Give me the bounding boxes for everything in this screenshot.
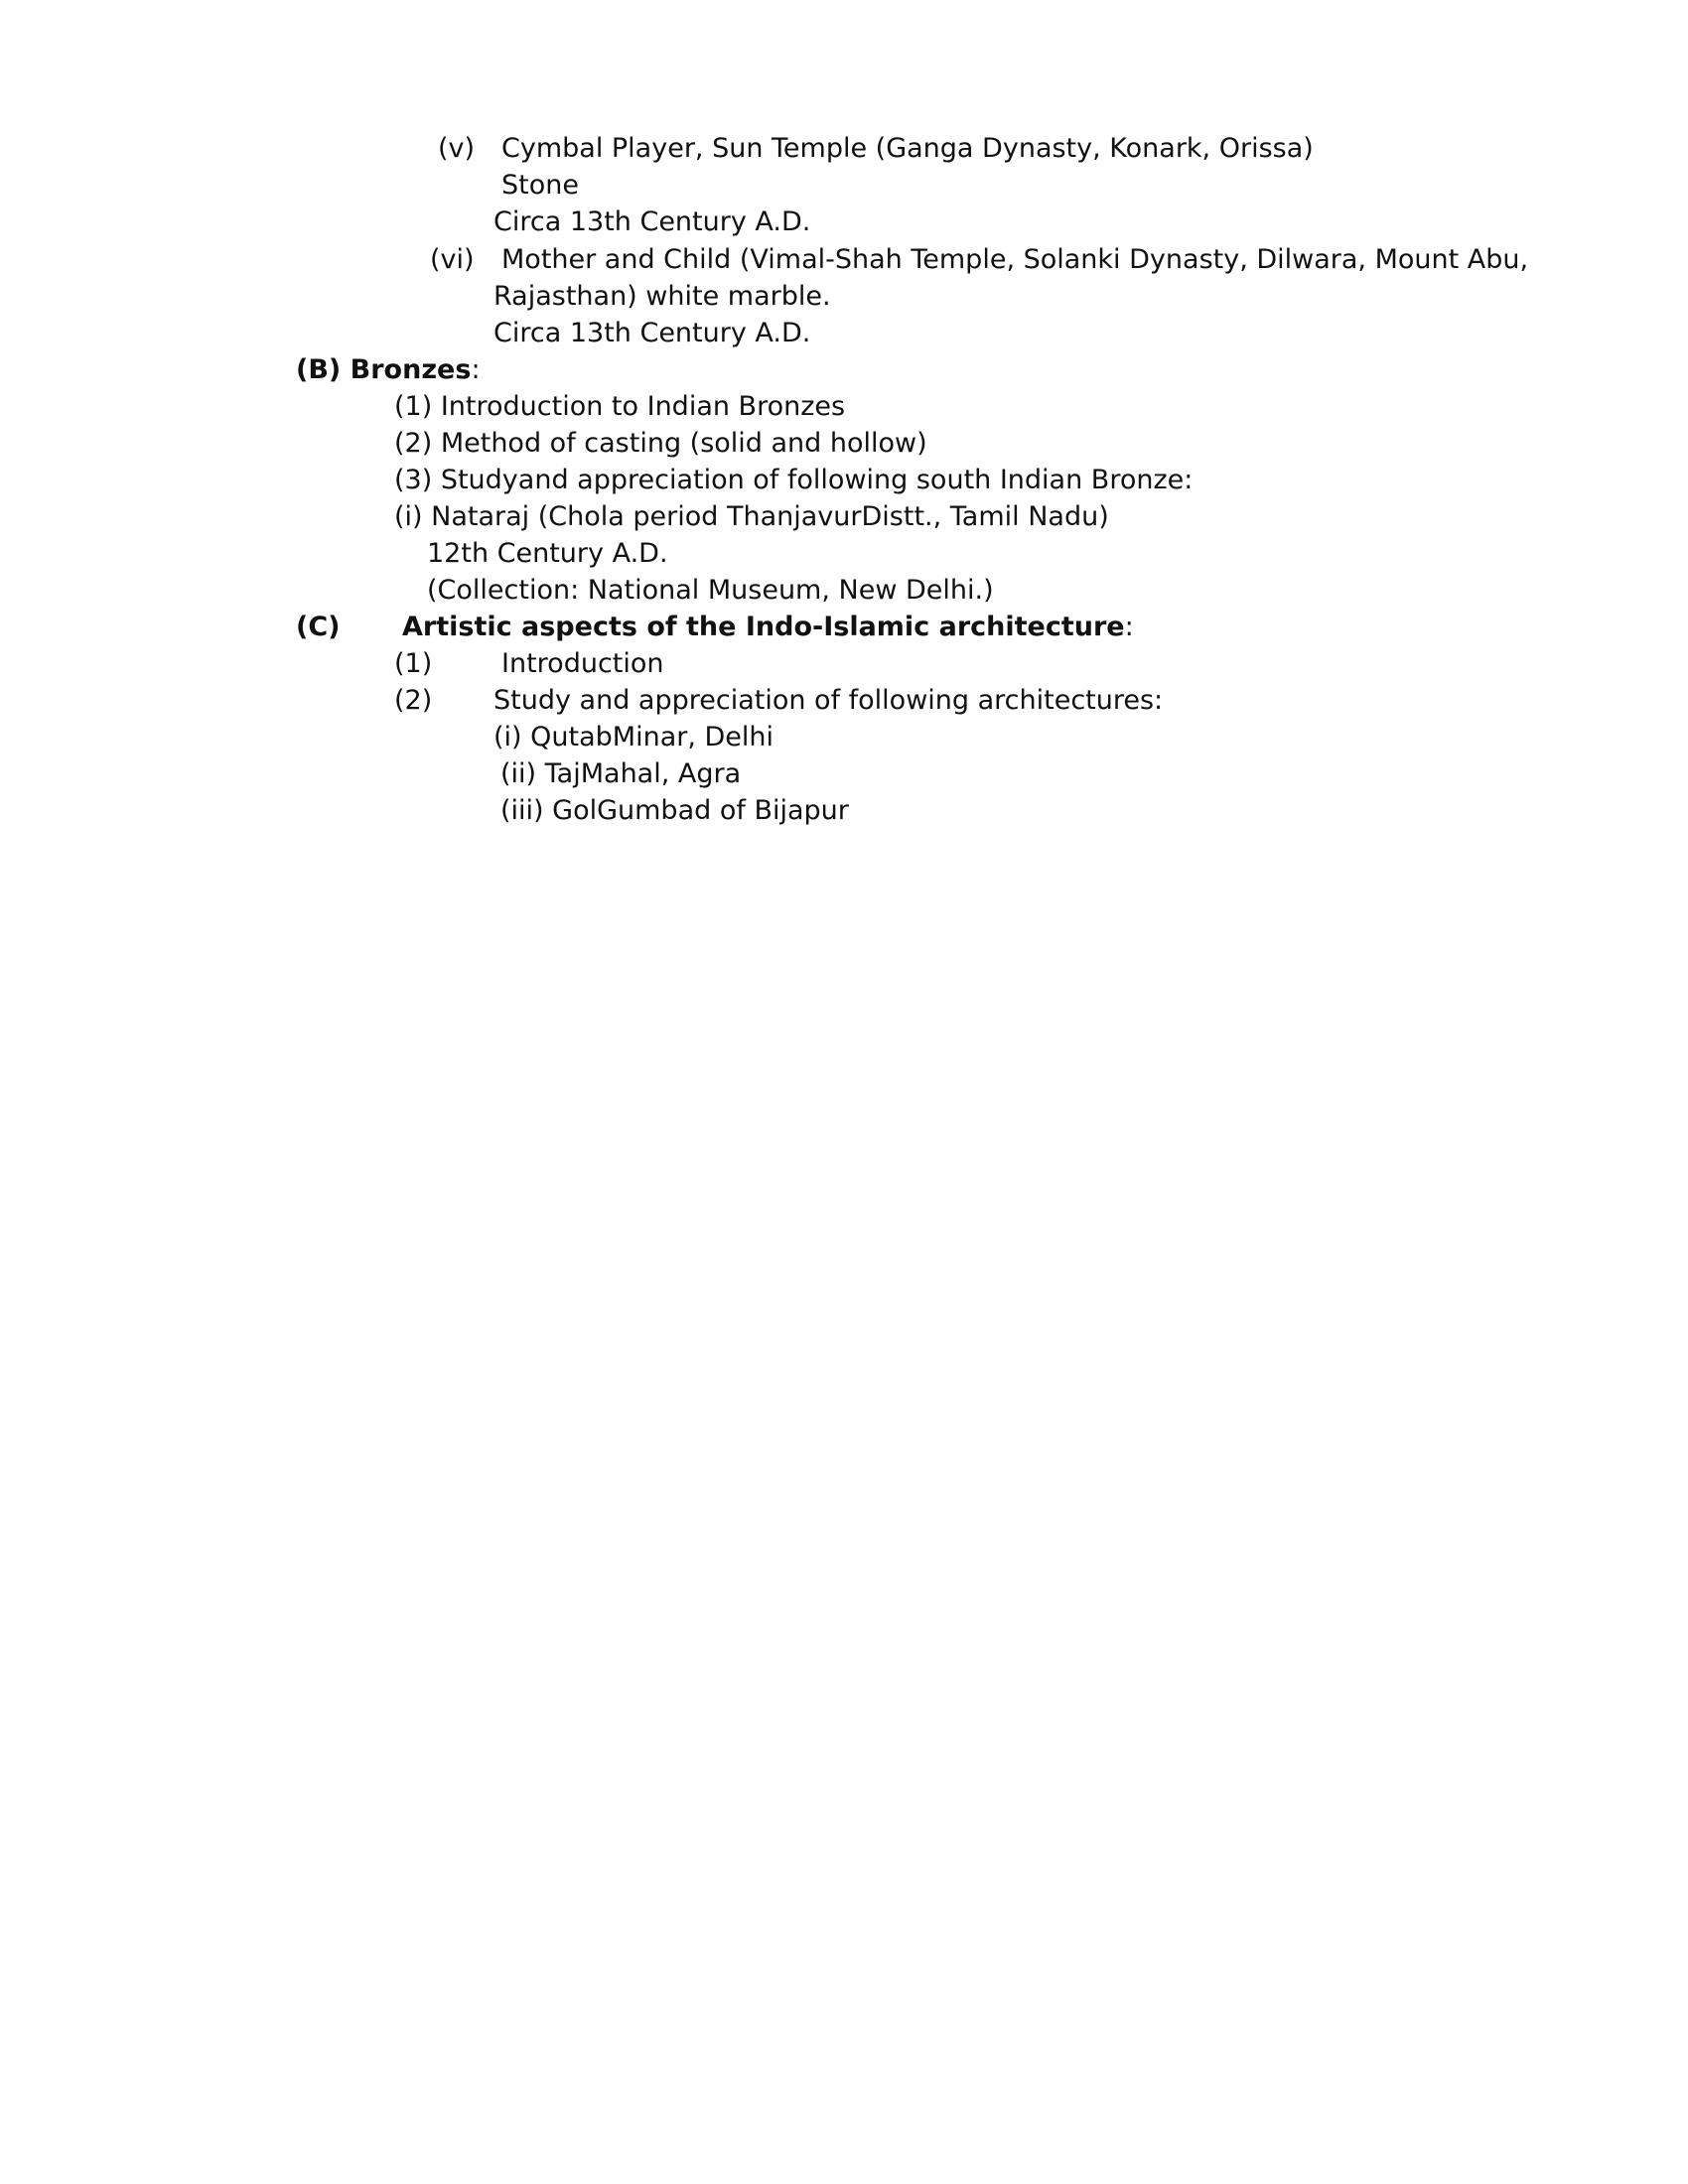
section-c-item-2-text: Study and appreciation of following architectures: xyxy=(493,685,1164,716)
item-vi-marker: (vi) xyxy=(430,244,475,275)
section-c-heading xyxy=(402,611,1134,644)
bronzes-item-nataraj: (i) Nataraj (Chola period ThanjavurDistt., Tamil Nadu) xyxy=(394,501,1109,532)
section-c-heading-text: Artistic aspects of the Indo-Islamic architecture xyxy=(402,612,1125,642)
nataraj-collection: (Collection: National Museum, New Delhi.) xyxy=(427,575,994,606)
section-c-item-1-marker: (1) xyxy=(394,648,433,679)
item-v-marker: (v) xyxy=(438,133,476,164)
item-v-title: Cymbal Player, Sun Temple (Ganga Dynasty, Konark, Orissa) xyxy=(501,133,1314,164)
item-v-date: Circa 13th Century A.D. xyxy=(493,206,811,237)
section-c-item-2-marker: (2) xyxy=(394,685,433,716)
item-vi-date: Circa 13th Century A.D. xyxy=(493,318,811,348)
section-b-heading-colon: : xyxy=(471,354,481,385)
section-c-heading-colon: : xyxy=(1124,612,1134,642)
bronzes-item-1: (1) Introduction to Indian Bronzes xyxy=(394,391,846,422)
section-b-heading xyxy=(296,353,481,387)
section-c-item-1-text: Introduction xyxy=(501,648,664,679)
architecture-gol-gumbad: (iii) GolGumbad of Bijapur xyxy=(500,795,849,826)
section-c-marker: (C) xyxy=(296,612,341,642)
item-vi-title-cont: Rajasthan) white marble. xyxy=(493,281,831,312)
architecture-taj-mahal: (ii) TajMahal, Agra xyxy=(500,758,742,789)
architecture-qutab-minar: (i) QutabMinar, Delhi xyxy=(493,722,774,752)
section-b-heading-text: (B) Bronzes xyxy=(296,354,472,385)
item-vi-title: Mother and Child (Vimal-Shah Temple, Solanki Dynasty, Dilwara, Mount Abu, xyxy=(501,244,1529,275)
bronzes-item-2: (2) Method of casting (solid and hollow) xyxy=(394,428,927,459)
item-v-material: Stone xyxy=(501,170,579,201)
nataraj-date: 12th Century A.D. xyxy=(427,538,668,569)
bronzes-item-3: (3) Studyand appreciation of following south Indian Bronze: xyxy=(394,465,1194,495)
